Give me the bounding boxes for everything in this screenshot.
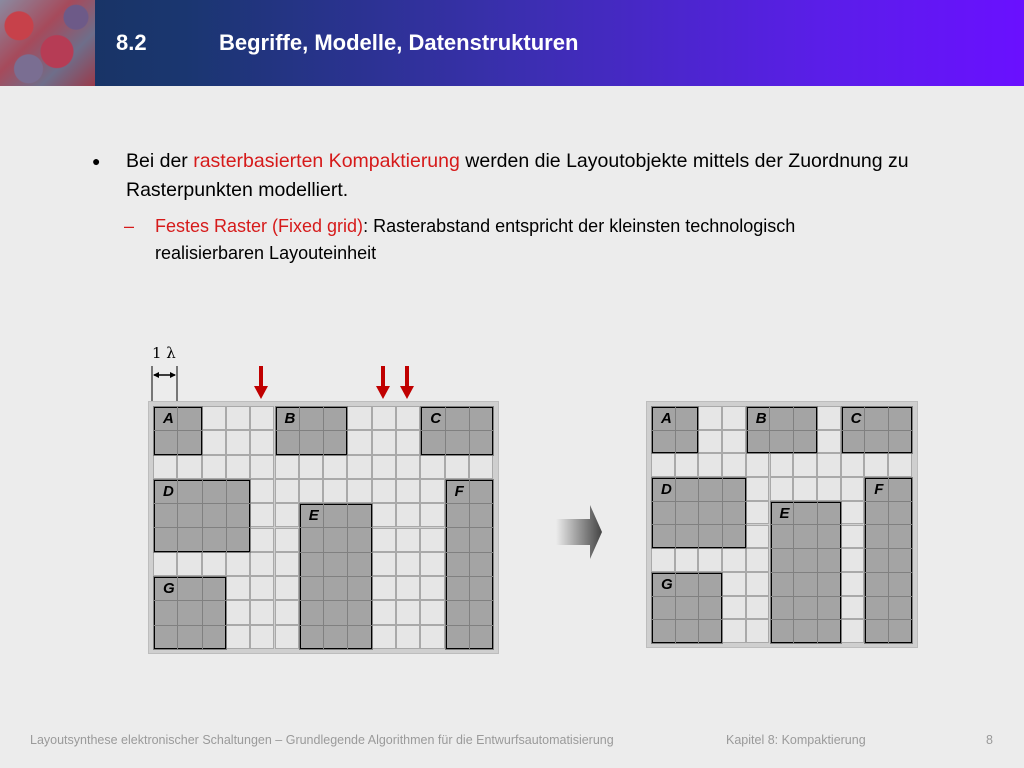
red-down-arrow-icon [375,366,391,400]
grid-cell [841,619,865,643]
grid-cell [226,455,250,479]
grid-cell [793,453,817,477]
fixed-grid-after [646,401,918,648]
grid-cell [275,600,299,624]
grid-cell [372,528,396,552]
compaction-arrow-icon [556,503,604,561]
sub-bullet-highlight: Festes Raster (Fixed grid) [155,216,364,236]
grid-cell [202,430,226,454]
footer-course-title: Layoutsynthese elektronischer Schaltungen – Grundlegende Algorithmen für die Entwurfsautomatisierung [30,733,614,747]
grid-cell [153,552,177,576]
layout-object-label: G [661,575,673,593]
sub-bullet-suffix: : Rasterabstand entspricht der kleinsten technologisch realisierbaren Layouteinheit [155,216,796,263]
grid-cell [177,455,201,479]
grid-cell [396,455,420,479]
grid-cell [396,576,420,600]
grid-cell [250,455,274,479]
grid-cell [420,528,444,552]
grid-cell [275,625,299,649]
layout-object-d [153,479,251,553]
layout-object-label: A [661,410,672,427]
sub-bullet-dash: – [124,216,135,236]
grid-cell [250,479,274,503]
grid-cell [420,479,444,503]
grid-cell [372,430,396,454]
grid-cell [698,430,722,454]
layout-object-b [275,406,349,456]
layout-object-label: B [284,410,296,427]
grid-cell [153,455,177,479]
grid-cell [841,572,865,596]
grid-cell [841,453,865,477]
grid-cell [372,455,396,479]
grid-cell [250,625,274,649]
grid-cell [396,528,420,552]
grid-cell [746,477,770,501]
layout-object-label: C [430,410,442,427]
grid-cell [372,406,396,430]
grid-cell [722,548,746,572]
grid-cell [469,455,493,479]
grid-cell [420,576,444,600]
grid-cell [250,576,274,600]
grid-cell [226,576,250,600]
bullet1-prefix: Bei der [126,150,194,172]
grid-cell [722,430,746,454]
grid-cell [250,552,274,576]
grid-cell [675,453,699,477]
grid-cell [420,625,444,649]
grid-cell [396,600,420,624]
grid-cell [864,453,888,477]
layout-object-a [651,406,699,454]
layout-object-f [445,479,495,650]
grid-cell [275,503,299,527]
grid-cell [250,430,274,454]
grid-cell [275,528,299,552]
grid-cell [445,455,469,479]
grid-cell [396,503,420,527]
grid-cell [698,453,722,477]
grid-cell [793,477,817,501]
grid-cell [722,406,746,430]
grid-cell [888,453,912,477]
grid-cell [226,430,250,454]
grid-cell [372,503,396,527]
grid-cell [770,453,794,477]
grid-cell [770,477,794,501]
layout-object-label: D [163,482,174,500]
grid-cell [226,600,250,624]
grid-cell [817,477,841,501]
layout-object-label: E [779,504,790,522]
grid-cell [202,552,226,576]
slide-header [0,0,1024,86]
grid-cell [250,503,274,527]
grid-cell [177,552,201,576]
layout-object-label: A [163,410,174,427]
layout-object-b [746,406,818,454]
layout-object-c [420,406,494,456]
layout-object-label: E [308,507,319,525]
grid-cell [275,479,299,503]
grid-cell [250,600,274,624]
bullet1-highlight: rasterbasierten Kompaktierung [193,150,460,172]
grid-cell [202,455,226,479]
grid-cell [841,548,865,572]
layout-object-label: F [874,481,884,499]
grid-cell [675,548,699,572]
grid-cell [275,455,299,479]
grid-cell [396,430,420,454]
grid-cell [722,619,746,643]
grid-cell [746,548,770,572]
footer-chapter: Kapitel 8: Kompaktierung [726,733,866,747]
bullet-point-1 [92,147,932,205]
red-down-arrow-icon [399,366,415,400]
grid-cell [420,503,444,527]
grid-cell [347,455,371,479]
grid-cell [226,406,250,430]
grid-cell [372,600,396,624]
grid-cell [746,501,770,525]
grid-cell [396,552,420,576]
grid-cell [817,453,841,477]
bullet-dot-icon: ● [92,153,101,169]
grid-cell [698,548,722,572]
sub-bullet-1 [124,213,932,267]
grid-cell [226,625,250,649]
layout-object-label: D [661,481,672,499]
layout-object-e [299,503,373,650]
layout-object-g [651,572,723,644]
grid-cell [746,572,770,596]
grid-cell [299,455,323,479]
grid-cell [841,501,865,525]
grid-cell [746,619,770,643]
layout-object-label: G [163,580,175,598]
grid-cell [275,552,299,576]
grid-cell [299,479,323,503]
grid-cell [841,525,865,549]
grid-cell [250,528,274,552]
layout-object-label: C [850,410,862,427]
grid-cell [347,479,371,503]
slide-content [92,147,932,267]
layout-object-g [153,576,227,650]
grid-cell [420,455,444,479]
grid-cell [226,552,250,576]
layout-object-d [651,477,747,549]
grid-cell [347,406,371,430]
spacing-dimension-icon [148,366,184,406]
grid-cell [722,572,746,596]
grid-cell [841,596,865,620]
grid-cell [323,479,347,503]
grid-cell [722,596,746,620]
grid-cell [347,430,371,454]
grid-cell [323,455,347,479]
layout-object-c [841,406,913,454]
grid-cell [817,406,841,430]
grid-cell [841,477,865,501]
grid-cell [275,576,299,600]
bullet1-suffix: werden die Layoutobjekte mittels der Zuordnung zu Rasterpunkten modelliert. [126,150,909,201]
grid-cell [651,548,675,572]
layout-object-label: B [755,410,767,427]
layout-object-a [153,406,203,456]
layout-object-e [770,501,842,644]
grid-cell [396,479,420,503]
section-number: 8.2 [116,30,147,55]
grid-cell [372,479,396,503]
grid-cell [746,525,770,549]
page-number: 8 [986,733,993,747]
grid-cell [651,453,675,477]
grid-cell [372,625,396,649]
grid-cell [250,406,274,430]
slide-title: Begriffe, Modelle, Datenstrukturen [219,30,579,55]
grid-cell [372,576,396,600]
grid-cell [372,552,396,576]
fixed-grid-before [148,401,499,654]
layout-object-f [864,477,912,644]
grid-cell [202,406,226,430]
grid-cell [420,552,444,576]
grid-cell [420,600,444,624]
layout-object-label: F [454,482,464,500]
header-logo-image [0,0,95,86]
grid-cell [746,596,770,620]
grid-cell [698,406,722,430]
grid-cell [746,453,770,477]
grid-cell [722,453,746,477]
grid-cell [817,430,841,454]
red-down-arrow-icon [253,366,269,400]
grid-spacing-label: 1 λ [152,344,176,362]
grid-cell [396,406,420,430]
grid-cell [396,625,420,649]
